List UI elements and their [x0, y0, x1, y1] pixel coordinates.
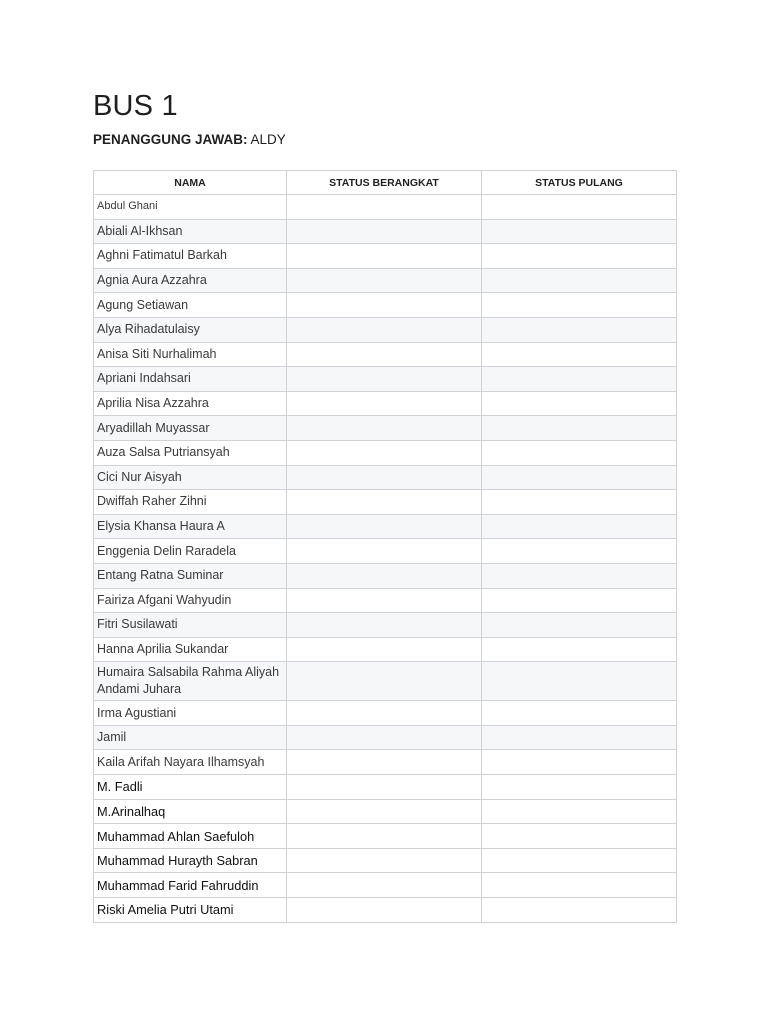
cell-status-pulang[interactable]	[482, 824, 677, 849]
cell-status-pulang[interactable]	[482, 244, 677, 269]
cell-status-pulang[interactable]	[482, 268, 677, 293]
cell-name: Humaira Salsabila Rahma Aliyah Andami Juhara	[94, 662, 287, 701]
table-row	[94, 219, 677, 244]
cell-name: Muhammad Farid Fahruddin	[94, 873, 287, 898]
cell-status-berangkat[interactable]	[287, 824, 482, 849]
cell-status-berangkat[interactable]	[287, 613, 482, 638]
cell-status-pulang[interactable]	[482, 613, 677, 638]
cell-name: Alya Rihadatulaisy	[94, 317, 287, 342]
cell-status-berangkat[interactable]	[287, 195, 482, 220]
cell-status-berangkat[interactable]	[287, 662, 482, 701]
cell-name: Muhammad Ahlan Saefuloh	[94, 824, 287, 849]
roster-table	[93, 170, 677, 923]
cell-status-berangkat[interactable]	[287, 440, 482, 465]
table-row	[94, 539, 677, 564]
table-row	[94, 416, 677, 441]
table-row	[94, 848, 677, 873]
table-row	[94, 342, 677, 367]
table-row	[94, 440, 677, 465]
cell-name: Aghni Fatimatul Barkah	[94, 244, 287, 269]
page-title: BUS 1	[93, 90, 178, 122]
table-row	[94, 637, 677, 662]
cell-status-pulang[interactable]	[482, 799, 677, 824]
table-row	[94, 799, 677, 824]
cell-name: Elysia Khansa Haura A	[94, 514, 287, 539]
table-row	[94, 490, 677, 515]
cell-name: Agung Setiawan	[94, 293, 287, 318]
cell-name: Auza Salsa Putriansyah	[94, 440, 287, 465]
table-row	[94, 588, 677, 613]
table-row	[94, 268, 677, 293]
cell-status-berangkat[interactable]	[287, 725, 482, 750]
cell-status-berangkat[interactable]	[287, 588, 482, 613]
cell-status-berangkat[interactable]	[287, 219, 482, 244]
cell-status-berangkat[interactable]	[287, 317, 482, 342]
table-row	[94, 244, 677, 269]
cell-status-berangkat[interactable]	[287, 342, 482, 367]
cell-name: Muhammad Hurayth Sabran	[94, 848, 287, 873]
cell-status-pulang[interactable]	[482, 701, 677, 726]
cell-status-pulang[interactable]	[482, 416, 677, 441]
cell-status-pulang[interactable]	[482, 391, 677, 416]
table-row	[94, 317, 677, 342]
cell-status-berangkat[interactable]	[287, 539, 482, 564]
table-row	[94, 367, 677, 392]
responsible-value: ALDY	[250, 132, 286, 147]
cell-name: Aprilia Nisa Azzahra	[94, 391, 287, 416]
cell-status-pulang[interactable]	[482, 848, 677, 873]
table-row	[94, 775, 677, 800]
cell-status-pulang[interactable]	[482, 637, 677, 662]
cell-status-berangkat[interactable]	[287, 701, 482, 726]
cell-status-pulang[interactable]	[482, 342, 677, 367]
cell-name: Entang Ratna Suminar	[94, 563, 287, 588]
cell-name: Abdul Ghani	[94, 195, 287, 220]
cell-name: Dwiffah Raher Zihni	[94, 490, 287, 515]
cell-name: Aryadillah Muyassar	[94, 416, 287, 441]
cell-status-berangkat[interactable]	[287, 268, 482, 293]
cell-status-pulang[interactable]	[482, 317, 677, 342]
table-row	[94, 293, 677, 318]
table-row	[94, 563, 677, 588]
table-row	[94, 613, 677, 638]
cell-status-berangkat[interactable]	[287, 293, 482, 318]
cell-name: Fitri Susilawati	[94, 613, 287, 638]
cell-status-berangkat[interactable]	[287, 775, 482, 800]
cell-status-pulang[interactable]	[482, 514, 677, 539]
cell-status-berangkat[interactable]	[287, 848, 482, 873]
cell-name: Riski Amelia Putri Utami	[94, 898, 287, 923]
cell-name: Cici Nur Aisyah	[94, 465, 287, 490]
cell-status-pulang[interactable]	[482, 775, 677, 800]
table-row	[94, 898, 677, 923]
cell-status-pulang[interactable]	[482, 662, 677, 701]
cell-status-pulang[interactable]	[482, 725, 677, 750]
cell-status-pulang[interactable]	[482, 440, 677, 465]
cell-status-pulang[interactable]	[482, 293, 677, 318]
cell-status-pulang[interactable]	[482, 563, 677, 588]
cell-status-berangkat[interactable]	[287, 416, 482, 441]
table-row	[94, 465, 677, 490]
cell-status-pulang[interactable]	[482, 219, 677, 244]
cell-name: Enggenia Delin Raradela	[94, 539, 287, 564]
table-row	[94, 824, 677, 849]
cell-status-berangkat[interactable]	[287, 367, 482, 392]
cell-name: Kaila Arifah Nayara Ilhamsyah	[94, 750, 287, 775]
table-row	[94, 662, 677, 701]
cell-status-berangkat[interactable]	[287, 563, 482, 588]
cell-status-pulang[interactable]	[482, 367, 677, 392]
cell-status-pulang[interactable]	[482, 465, 677, 490]
cell-name: Abiali Al-Ikhsan	[94, 219, 287, 244]
column-header-nama: NAMA	[94, 171, 287, 195]
cell-status-berangkat[interactable]	[287, 244, 482, 269]
cell-name: Fairiza Afgani Wahyudin	[94, 588, 287, 613]
table-row	[94, 514, 677, 539]
cell-status-berangkat[interactable]	[287, 750, 482, 775]
cell-name: M. Fadli	[94, 775, 287, 800]
cell-status-berangkat[interactable]	[287, 514, 482, 539]
cell-status-pulang[interactable]	[482, 195, 677, 220]
cell-name: Irma Agustiani	[94, 701, 287, 726]
cell-name: Anisa Siti Nurhalimah	[94, 342, 287, 367]
cell-status-pulang[interactable]	[482, 873, 677, 898]
cell-status-pulang[interactable]	[482, 539, 677, 564]
cell-status-pulang[interactable]	[482, 898, 677, 923]
cell-status-berangkat[interactable]	[287, 465, 482, 490]
responsible-line	[93, 131, 286, 149]
column-header-status-pulang: STATUS PULANG	[482, 171, 677, 195]
table-row	[94, 725, 677, 750]
cell-name: M.Arinalhaq	[94, 799, 287, 824]
cell-status-berangkat[interactable]	[287, 391, 482, 416]
cell-status-pulang[interactable]	[482, 750, 677, 775]
cell-status-berangkat[interactable]	[287, 873, 482, 898]
cell-status-berangkat[interactable]	[287, 799, 482, 824]
cell-status-berangkat[interactable]	[287, 898, 482, 923]
responsible-label: PENANGGUNG JAWAB:	[93, 132, 248, 147]
table-row	[94, 750, 677, 775]
cell-status-berangkat[interactable]	[287, 490, 482, 515]
cell-name: Apriani Indahsari	[94, 367, 287, 392]
table-row	[94, 195, 677, 220]
cell-name: Hanna Aprilia Sukandar	[94, 637, 287, 662]
table-row	[94, 701, 677, 726]
cell-name: Jamil	[94, 725, 287, 750]
table-header-row	[94, 171, 677, 195]
cell-status-pulang[interactable]	[482, 490, 677, 515]
column-header-status-berangkat: STATUS BERANGKAT	[287, 171, 482, 195]
cell-status-pulang[interactable]	[482, 588, 677, 613]
cell-status-berangkat[interactable]	[287, 637, 482, 662]
table-row	[94, 873, 677, 898]
table-row	[94, 391, 677, 416]
cell-name: Agnia Aura Azzahra	[94, 268, 287, 293]
